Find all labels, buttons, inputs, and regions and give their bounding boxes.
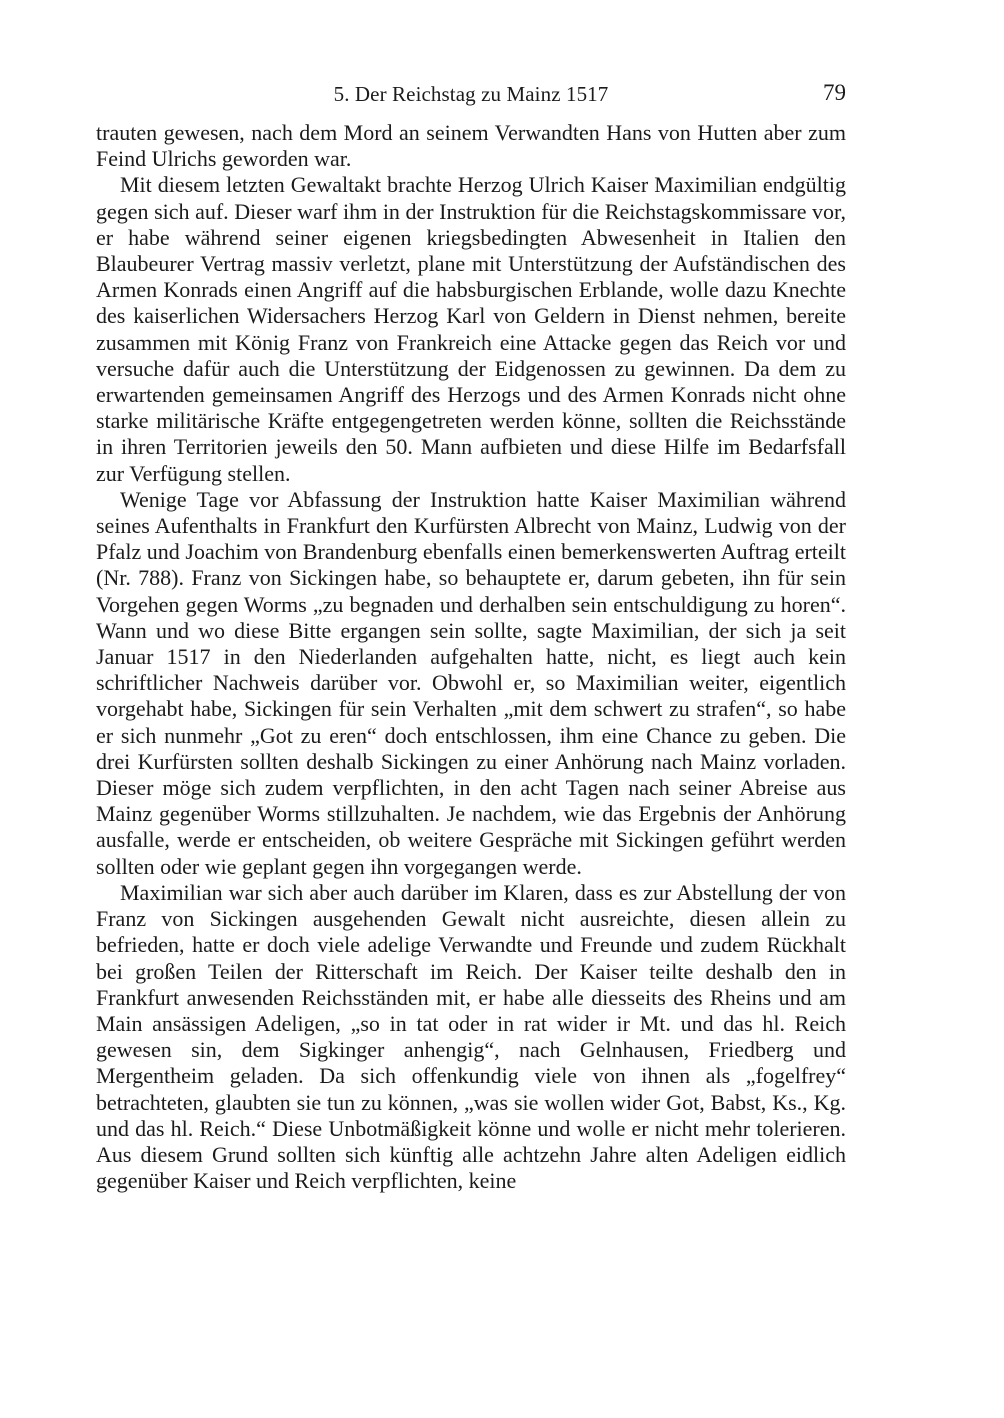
paragraph: Maximilian war sich aber auch darüber im Klaren, dass es zur Abstellung der von Franz von Sickingen ausgehenden Gewalt nicht ausreichte, diesen allein zu befrieden, hatte er doch viele adelige Verwandte und Freunde und zudem Rückhalt bei großen Teilen der Ritterschaft im Reich. Der Kaiser teilte deshalb den in Frankfurt anwesenden Reichsständen mit, er habe alle diesseits des Rheins und am Main ansässigen Adeligen, „so in tat oder in rat wider ir Mt. und das hl. Reich gewesen sin, dem Sigkinger anhengig“, nach Gelnhausen, Friedberg und Mergentheim geladen. Da sich offenkundig viele von ihnen als „fogelfrey“ betrachteten, glaubten sie tun zu können, „was sie wollen wider Got, Babst, Ks., Kg. und das hl. Reich.“ Diese Unbotmäßigkeit könne und wolle er nicht mehr tolerieren. Aus diesem Grund sollten sich künftig alle achtzehn Jahre alten Adeligen eidlich gegenüber Kaiser und Reich verpflichten, keine	[96, 879, 846, 1194]
paragraph: Wenige Tage vor Abfassung der Instruktion hatte Kaiser Maximilian während seines Aufenthalts in Frankfurt den Kurfürsten Albrecht von Mainz, Ludwig von der Pfalz und Joachim von Brandenburg ebenfalls einen bemerkenswerten Auftrag erteilt (Nr. 788). Franz von Sickingen habe, so behauptete er, darum gebeten, ihn für sein Vorgehen gegen Worms „zu begnaden und derhalben sein entschuldigung zu horen“. Wann und wo diese Bitte ergangen sein sollte, sagte Maximilian, der sich ja seit Januar 1517 in den Niederlanden aufgehalten hatte, nicht, es liegt auch kein schriftlicher Nachweis darüber vor. Obwohl er, so Maximilian weiter, eigentlich vorgehabt habe, Sickingen für sein Verhalten „mit dem schwert zu strafen“, so habe er sich nunmehr „Got zu eren“ doch entschlossen, ihm eine Chance zu geben. Die drei Kurfürsten sollten deshalb Sickingen zu einer Anhörung nach Mainz vorladen. Dieser möge sich zudem verpflichten, in den acht Tagen nach seiner Abreise aus Mainz gegenüber Worms stillzuhalten. Je nachdem, wie das Ergebnis der Anhörung ausfalle, werde er entscheiden, ob weitere Gespräche mit Sickingen geführt werden sollten oder wie geplant gegen ihn vorgegangen werde.	[96, 486, 846, 879]
paragraph: Mit diesem letzten Gewaltakt brachte Herzog Ulrich Kaiser Maximilian endgültig gegen sich auf. Dieser warf ihm in der Instruktion für die Reichstagskommissare vor, er habe während seiner eigenen kriegsbedingten Abwesenheit in Italien den Blaubeurer Vertrag massiv verletzt, plane mit Unterstützung der Aufständischen des Armen Konrads einen Angriff auf die habsburgischen Erblande, wolle dazu Knechte des kaiserlichen Widersachers Herzog Karl von Geldern in Dienst nehmen, bereite zusammen mit König Franz von Frankreich eine Attacke gegen das Reich vor und versuche dafür auch die Unterstützung der Eidgenossen zu gewinnen. Da dem zu erwartenden gemeinsamen Angriff des Herzogs und des Armen Konrads nicht ohne starke militärische Kräfte entgegengetreten werden könne, sollten die Reichsstände in ihren Territorien jeweils den 50. Mann aufbieten und diese Hilfe im Bedarfsfall zur Verfügung stellen.	[96, 172, 846, 486]
page-number: 79	[823, 80, 846, 105]
paragraph-continued: trauten gewesen, nach dem Mord an seinem Verwandten Hans von Hutten aber zum Feind Ulrichs geworden war.	[96, 120, 846, 172]
running-title: 5. Der Reichstag zu Mainz 1517	[333, 82, 609, 106]
running-head	[96, 80, 846, 110]
document-page	[96, 80, 846, 1194]
body-text	[96, 120, 846, 1194]
